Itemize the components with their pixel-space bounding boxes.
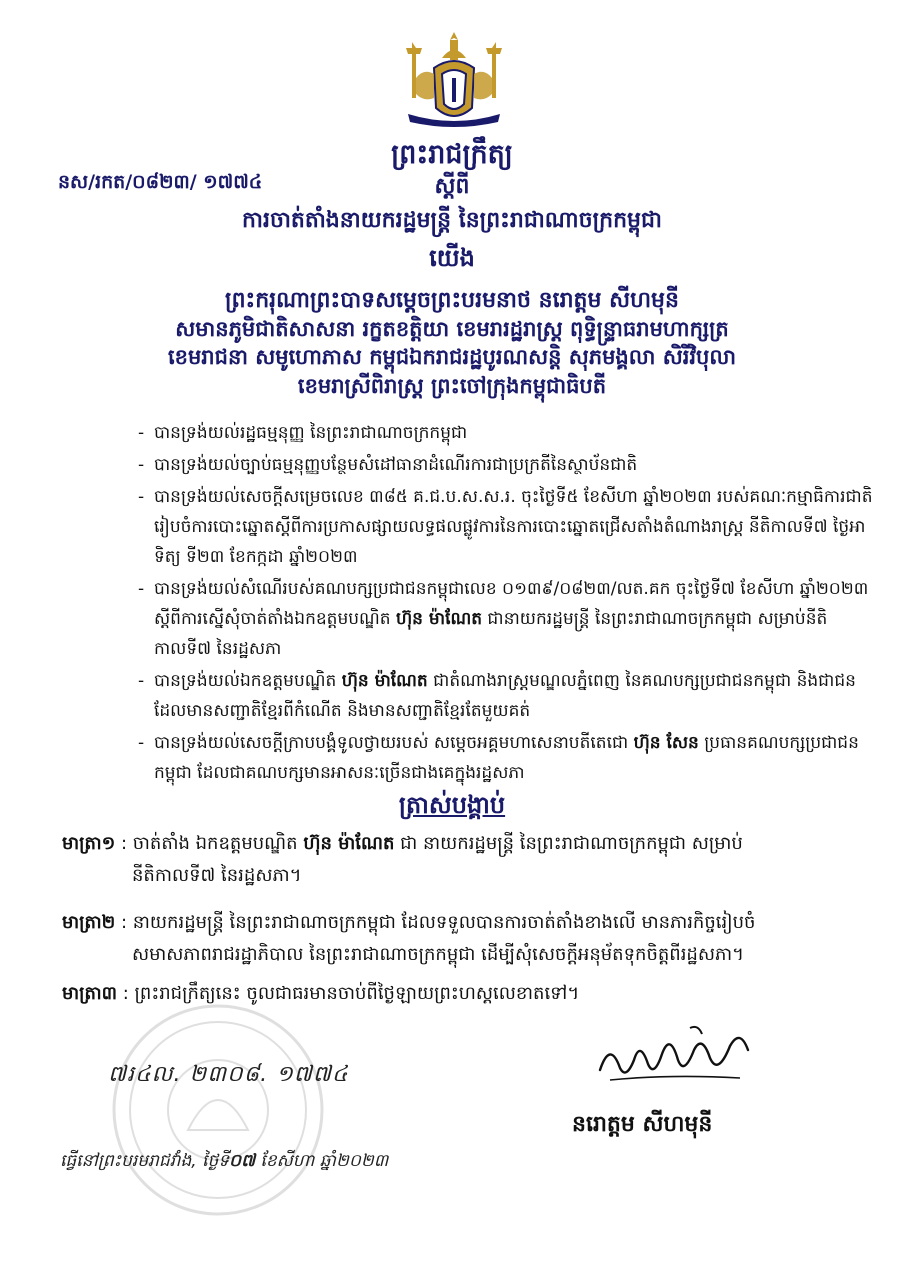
consideration-item: [138, 482, 878, 572]
consideration-text: បានទ្រង់យល់ច្បាប់ធម្មនុញ្ញបន្ថែមសំដៅធានាដំណើរការជាប្រក្រតីនៃស្ថាប័នជាតិ: [154, 455, 638, 475]
consideration-text: ជាតំណាងរាស្ត្រមណ្ឌលភ្នំពេញ នៃគណបក្សប្រជាជនកម្ពុជា និងជាជនដែលមានសញ្ជាតិខ្មែរពីកំណើត និងមានសញ្ជាតិខ្មែរតែមួយគត់: [154, 671, 856, 721]
article-text: សមាសភាពរាជរដ្ឋាភិបាល នៃព្រះរាជាណាចក្រកម្ពុជា ដើម្បីសុំសេចក្ដីអនុម័តទុកចិត្តពីរដ្ឋសភា។: [132, 944, 744, 965]
place-text: ធ្វើនៅព្រះបរមរាជវាំង, ថ្ងៃទី: [60, 1151, 230, 1171]
handwritten-date: ៧រ៤ល. ២៣០៨. ១៧៧៤: [108, 1062, 349, 1087]
person-name: ហ៊ុន ម៉ាណែត: [303, 833, 395, 854]
article-2: [62, 907, 862, 971]
article-3: [62, 978, 862, 1010]
we-label: យើង: [429, 244, 475, 272]
monarch-title-line: ព្រះករុណាព្រះបាទសម្ដេចព្រះបរមនាថ នរោត្ដម សីហមុនី: [225, 288, 679, 313]
consideration-text: ជានាយករដ្ឋមន្ត្រី នៃព្រះរាជាណាចក្រកម្ពុជា សម្រាប់នីតិកាលទី៧ នៃរដ្ឋសភា: [154, 609, 828, 659]
royal-seal-stamp-icon: [108, 1000, 328, 1220]
consideration-text: បានទ្រង់យល់សេចក្ដីក្រាបបង្គំទូលថ្វាយរបស់ សម្ដេចអគ្គមហាសេនាបតីតេជោ: [154, 733, 634, 753]
monarch-title-line: ខេមរាស្រីពិរាស្ត្រ ព្រះចៅក្រុងកម្ពុជាធិបតី: [297, 374, 607, 398]
considerations-list: [138, 418, 878, 790]
subject-label: ស្ដីពី: [434, 174, 470, 199]
article-text: នីតិកាលទី៧ នៃរដ្ឋសភា។: [132, 865, 302, 886]
consideration-item: [138, 450, 878, 480]
article-label: មាត្រា១: [62, 833, 116, 854]
subject-title: ការចាត់តាំងនាយករដ្ឋមន្ត្រី នៃព្រះរាជាណាចក្រកម្ពុជា: [242, 208, 662, 233]
article-text: : នាយករដ្ឋមន្ត្រី នៃព្រះរាជាណាចក្រកម្ពុជា ដែលទទួលបានការចាត់តាំងខាងលើ មានភារកិច្ចរៀបចំ: [115, 912, 756, 933]
place-text: ខែសីហា ឆ្នាំ២០២៣: [255, 1151, 389, 1171]
article-text: ជា នាយករដ្ឋមន្ត្រី នៃព្រះរាជាណាចក្រកម្ពុជា សម្រាប់: [394, 833, 743, 854]
place-day: ០៧: [229, 1151, 256, 1171]
person-name: ហ៊ុន ម៉ាណែត: [341, 671, 428, 691]
place-date: [60, 1150, 388, 1175]
monarch-title-line: សមានភូមិជាតិសាសនា រក្ខតខត្តិយា ខេមរារដ្ឋរាស្ត្រ ពុទ្ធិន្ទ្រាធរាមហាក្សត្រ: [175, 317, 729, 341]
article-label: មាត្រា៣: [62, 983, 118, 1004]
consideration-text: បានទ្រង់យល់រដ្ឋធម្មនុញ្ញ នៃព្រះរាជាណាចក្រកម្ពុជា: [154, 423, 468, 443]
consideration-text: បានទ្រង់យល់សេចក្ដីសម្រេចលេខ ៣៨៥ គ.ជ.ប.ស.ស.រ. ចុះថ្ងៃទី៥ ខែសីហា ឆ្នាំ២០២៣ របស់គណៈកម្មាធិការជាតិរៀបចំការបោះឆ្នោតស្ដីពីការប្រកាសផ្សាយលទ្ធផលផ្លូវការនៃការបោះឆ្នោតជ្រើសតាំងតំណាងរាស្ត្រ នីតិកាលទី៧ ថ្ងៃអាទិត្យ ទី២៣ ខែកក្កដា ឆ្នាំ២០២៣: [154, 487, 873, 567]
article-label: មាត្រា២: [62, 912, 116, 933]
article-text: : ព្រះរាជក្រឹត្យនេះ ចូលជាធរមានចាប់ពីថ្ងៃឡាយព្រះហស្តលេខាតទៅ។: [117, 983, 580, 1004]
article-1: [62, 828, 862, 892]
document-number: នស/រកត/០៨២៣/ ១៧៧៤: [58, 171, 263, 193]
consideration-text: ប្រធានគណបក្សប្រជាជនកម្ពុជា ដែលជាគណបក្សមានអាសនៈច្រើនជាងគេក្នុងរដ្ឋសភា: [154, 733, 859, 783]
royal-coat-of-arms-icon: [398, 28, 510, 130]
consideration-text: បានទ្រង់យល់ឯកឧត្ដមបណ្ឌិត: [154, 671, 342, 691]
consideration-text: បានទ្រង់យល់សំណើរបស់គណបក្សប្រជាជនកម្ពុជាលេខ ០១៣៩/០៨២៣/លត.គក ចុះថ្ងៃទី៧ ខែសីហា ឆ្នាំ២០២៣ ស្ដីពីការស្នើសុំចាត់តាំងឯកឧត្ដមបណ្ឌិត: [154, 579, 869, 629]
consideration-item: [138, 418, 878, 448]
article-text: : ចាត់តាំង ឯកឧត្ដមបណ្ឌិត: [115, 833, 304, 854]
monarch-title-line: ខេមរាជនា សមូហោភាស កម្ពុជឯករាជរដ្ឋបូរណសន្តិ សុភមង្គលា សិរីវិបុលា: [167, 345, 737, 369]
handwritten-signature-icon: [590, 1020, 770, 1090]
decree-label: ត្រាស់បង្គាប់: [398, 791, 506, 819]
signer-name: នរោត្ដម សីហមុនី: [572, 1112, 713, 1137]
consideration-item: [138, 574, 878, 664]
consideration-item: [138, 666, 878, 726]
person-name: ហ៊ុន សែន: [633, 733, 699, 753]
consideration-item: [138, 728, 878, 788]
person-name: ហ៊ុន ម៉ាណែត: [395, 609, 483, 629]
decree-title: ព្រះរាជក្រឹត្យ: [391, 139, 513, 170]
